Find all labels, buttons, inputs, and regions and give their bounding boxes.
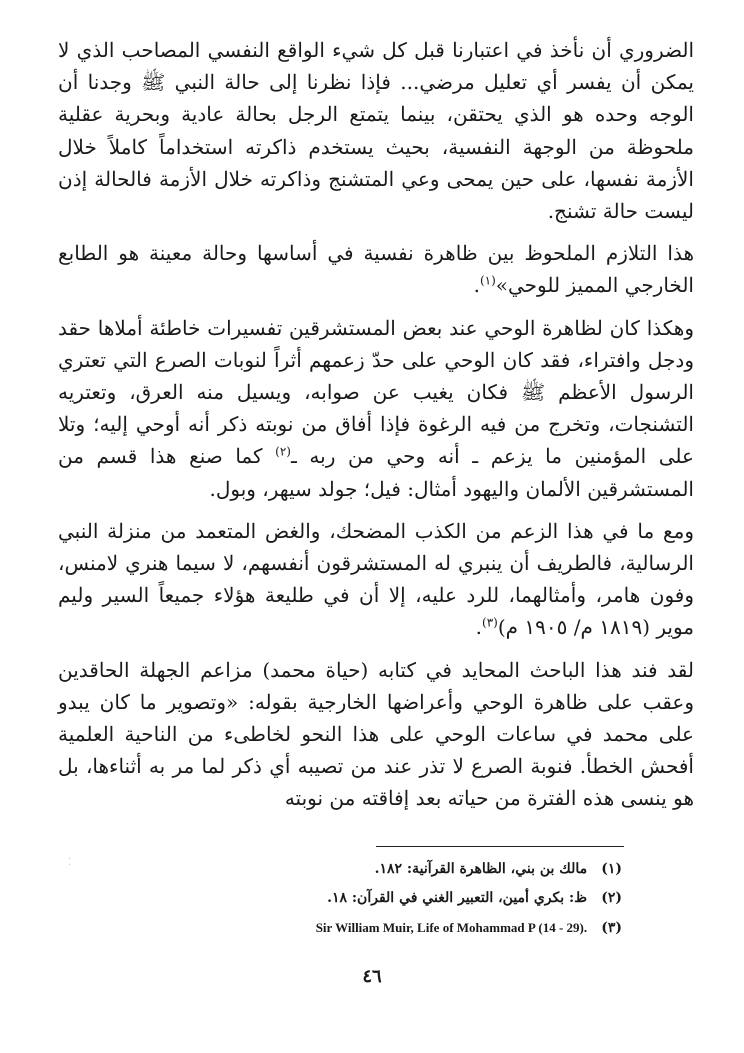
paragraph-4-text: ومع ما في هذا الزعم من الكذب المضحك، والغض المتعمد من منزلة النبي الرسالية، فالطريف أن ينبري له المستشرقون أنفسهم، لا سيما هنري لامنس، وفون هامر، وأمثالهما، للرد عليه، إلا أن في طليعة هؤلاء جميعاً السير وليم موير (١٨١٩ م/ ١٩٠٥ م)	[58, 518, 694, 640]
paragraph-2-text: هذا التلازم الملحوظ بين ظاهرة نفسية في أساسها وحالة معينة هو الطابع الخارجي المميز للوحي»	[58, 241, 694, 298]
paragraph-4	[58, 515, 694, 644]
footnote-3	[102, 913, 622, 943]
paragraph-3-text: وهكذا كان لظاهرة الوحي عند بعض المستشرقين تفسيرات خاطئة أملاها حقد ودجل وافتراء، فقد كان الوحي على حدّ زعمهم أثراً لنوبات الصرع التي تعتري الرسول الأعظم ﷺ فكان يغيب عن صوابه، ويسيل منه العرق، وتعتريه التشنجات، وتخرج من فيه الرغوة فإذا أفاق من نوبته ذكر أنه أوحي إليه؛ وتلا على المؤمنين ما يزعم ـ أنه وحي من ربه ـ	[58, 315, 694, 469]
paragraph-3	[58, 312, 694, 505]
paragraph-5	[58, 654, 694, 815]
footnote-number-3: (٣)	[601, 920, 622, 936]
footnote-number-1: (١)	[601, 861, 622, 877]
footnote-ref-1[interactable]: (١)	[479, 273, 496, 288]
paragraph-4-tail: .	[475, 615, 483, 640]
page-number: ٤٦	[362, 966, 382, 987]
paragraph-2-tail: .	[473, 273, 480, 298]
scan-speck: ⁚	[68, 857, 72, 868]
paragraph-2	[58, 237, 694, 301]
footnote-1	[102, 855, 622, 884]
footnote-number-2: (٢)	[601, 890, 622, 906]
footnote-ref-2[interactable]: (٢)	[275, 444, 291, 459]
paragraph-1-text: الضروري أن نأخذ في اعتبارنا قبل كل شيء الواقع النفسي المصاحب الذي لا يمكن أن يفسر أي تعليل مرضي... فإذا نظرنا إلى حالة النبي ﷺ وجدنا أن الوجه وحده هو الذي يحتقن، بينما يتمتع الرجل بحالة عادية وبحرية عقلية ملحوظة من الوجهة النفسية، بحيث يستخدم ذاكرته استخداماً كاملاً خلال الأزمة نفسها، على حين يمحى وعي المتشنج وذاكرته خلال الأزمة فالحالة إذن ليست حالة تشنج.	[58, 38, 694, 224]
footnote-ref-3[interactable]: (٣)	[482, 615, 498, 630]
footnote-divider	[376, 846, 624, 847]
footnotes	[102, 855, 622, 943]
footnote-text-3: Sir William Muir, Life of Mohammad P (14 - 29).	[315, 920, 588, 935]
footnote-text-2: ظ: بكري أمين، التعبير الغني في القرآن: ١٨.	[327, 890, 588, 906]
paragraph-3-tail: كما صنع هذا قسم من المستشرقين الألمان واليهود أمثال: فيل؛ جولد سيهر، وبول.	[58, 444, 694, 501]
paragraph-1	[58, 34, 694, 227]
paragraph-5-text: لقد فند هذا الباحث المحايد في كتابه (حياة محمد) مزاعم الجهلة الحاقدين وعقب على ظاهرة الوحي وأعراضها الخارجية بقوله: «وتصوير ما كان يبدو على محمد في ساعات الوحي على هذا النحو لخاطىء من الناحية العلمية أفحش الخطأ. فنوبة الصرع لا تذر عند من تصيبه أي ذكر لما مر به أثناءها، بل هو ينسى هذه الفترة من حياته بعد إفاقته من نوبته	[58, 657, 694, 811]
page-body	[58, 34, 694, 815]
footnote-2	[102, 884, 622, 913]
footnote-text-1: مالك بن بني، الظاهرة القرآنية: ١٨٢.	[374, 861, 588, 877]
